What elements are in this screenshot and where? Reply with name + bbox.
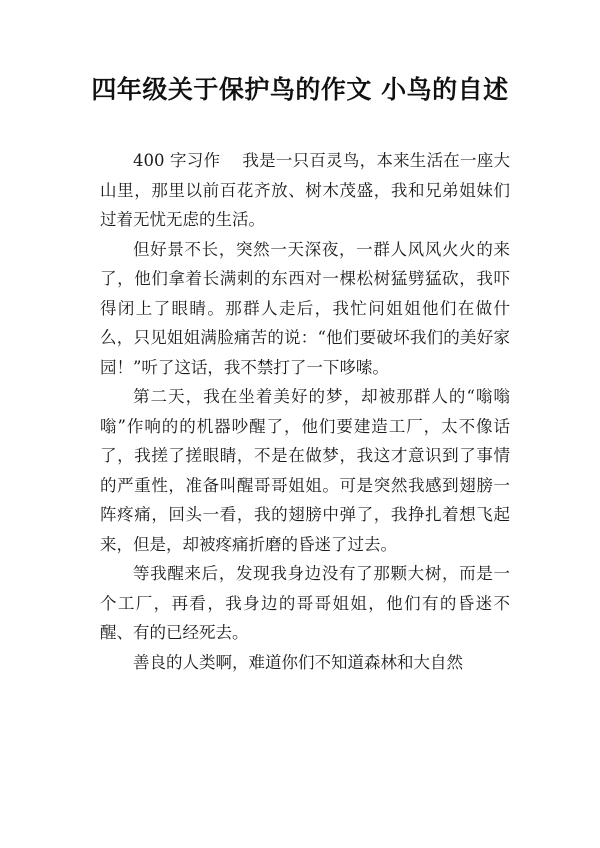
paragraph-intro: 400 字习作 我是一只百灵鸟，本来生活在一座大山里，那里以前百花齐放、树木茂盛，我和兄弟姐妹们过着无忧无虑的生活。	[100, 151, 510, 229]
paragraph-appeal: 善良的人类啊，难道你们不知道森林和大自然	[133, 652, 463, 672]
paragraph-night-logging: 但好景不长，突然一天深夜，一群人风风火火的来了，他们拿着长满刺的东西对一棵松树猛劈猛砍，我吓得闭上了眼睛。那群人走后，我忙问姐姐他们在做什么，只见姐姐满脸痛苦的说：“他们要破坏我们的美好家园！”听了这话，我不禁打了一下哆嗦。	[100, 239, 510, 377]
document-title: 四年级关于保护鸟的作文 小鸟的自述	[91, 75, 509, 104]
paragraph-awakening: 等我醒来后，发现我身边没有了那颗大树，而是一个工厂，再看，我身边的哥哥姐姐，他们有的昏迷不醒、有的已经死去。	[100, 564, 510, 642]
document-body	[100, 146, 510, 677]
paragraph-next-day: 第二天，我在坐着美好的梦，却被那群人的“嗡嗡嗡”作响的的机器吵醒了，他们要建造工厂，太不像话了，我搓了搓眼睛，不是在做梦，我这才意识到了事情的严重性，准备叫醒哥哥姐姐。可是突然我感到翅膀一阵疼痛，回头一看，我的翅膀中弹了，我挣扎着想飞起来，但是，却被疼痛折磨的昏迷了过去。	[100, 387, 510, 554]
